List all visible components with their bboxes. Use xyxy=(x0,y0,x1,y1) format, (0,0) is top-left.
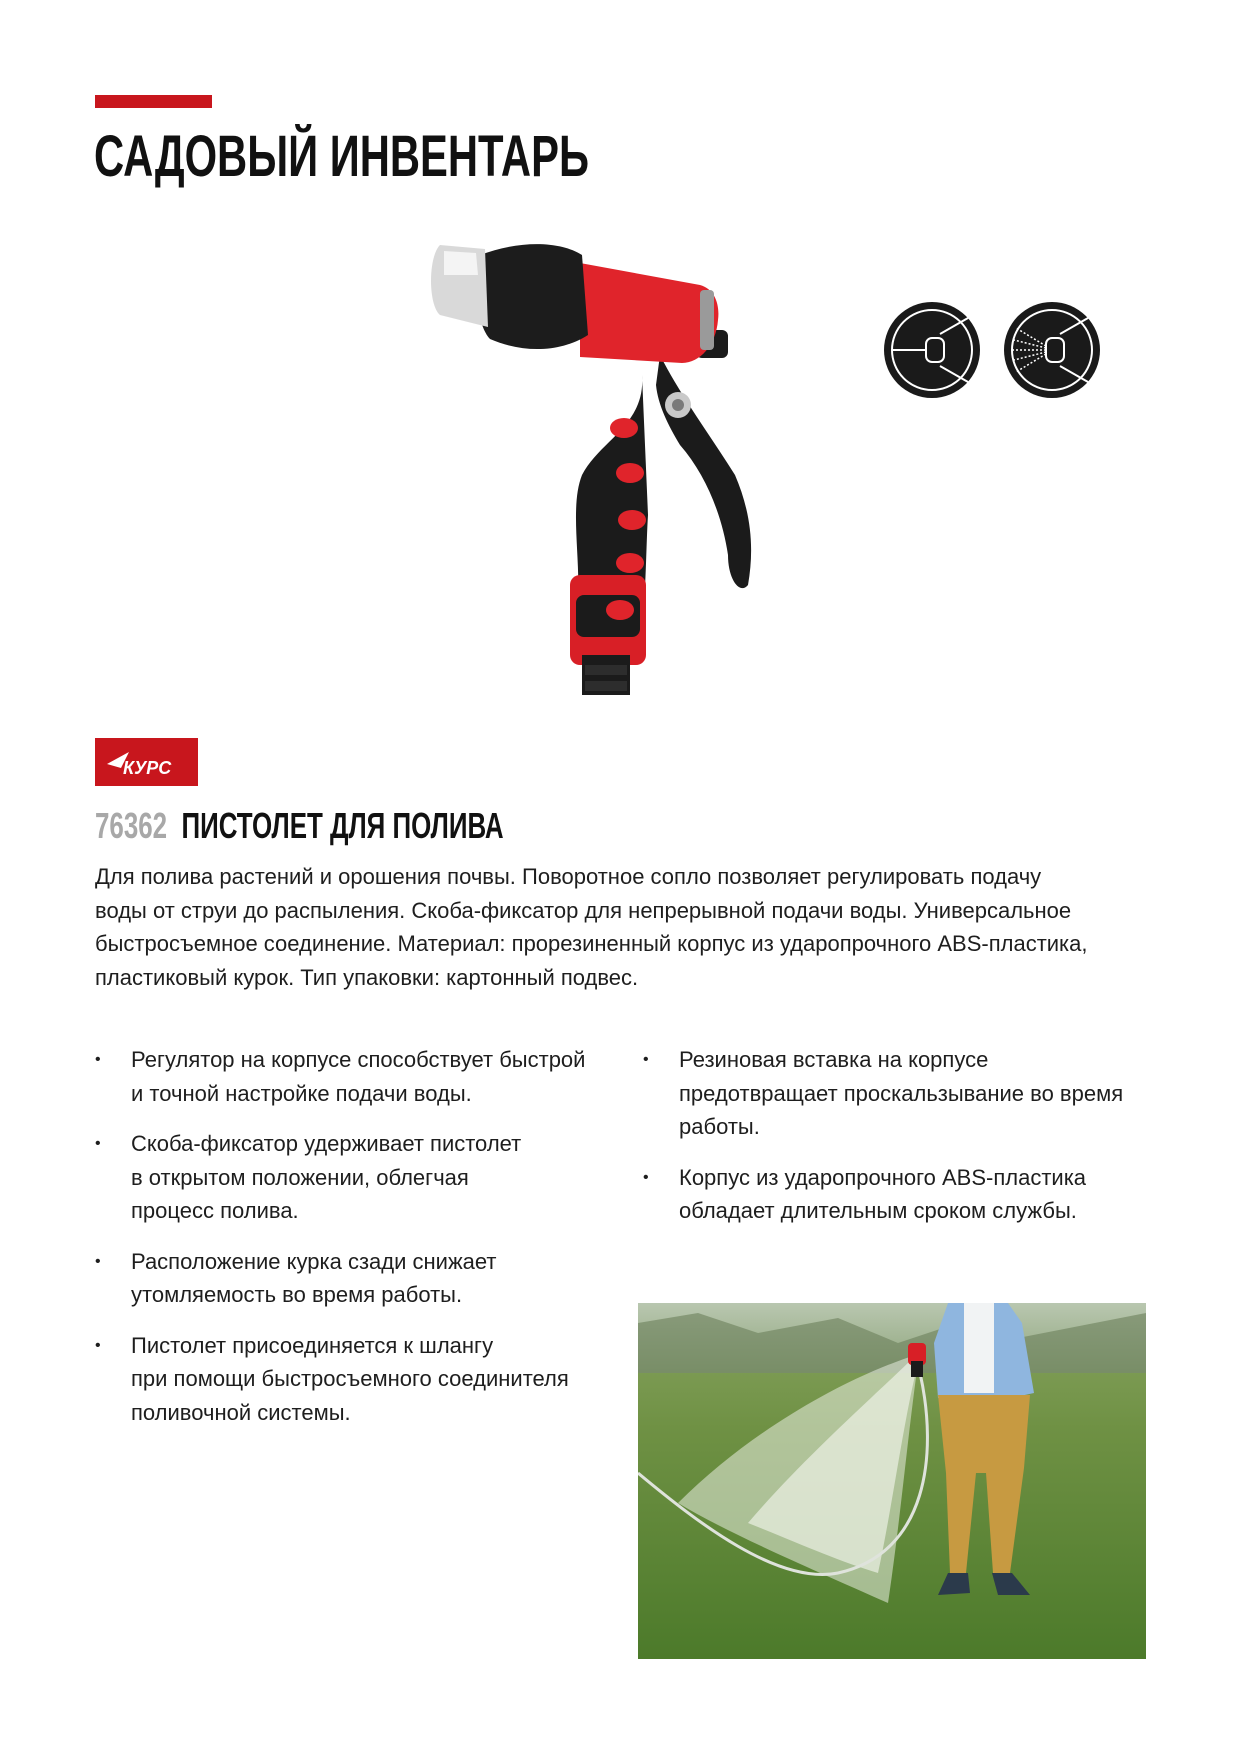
description-line: пластиковый курок. Тип упаковки: картонный подвес. xyxy=(95,964,639,990)
feature-line: и точной настройке подачи воды. xyxy=(131,1080,472,1106)
feature-line: Пистолет присоединяется к шлангу xyxy=(131,1332,494,1358)
page-title: САДОВЫЙ ИНВЕНТАРЬ xyxy=(94,124,589,189)
feature-item xyxy=(643,1043,1163,1144)
feature-line: Расположение курка сзади снижает xyxy=(131,1248,497,1274)
jet-mode-icon xyxy=(882,300,982,400)
feature-line: при помощи быстросъемного соединителя xyxy=(131,1366,569,1391)
feature-item xyxy=(643,1161,1163,1228)
bullet-icon: • xyxy=(95,1135,101,1152)
bullet-icon: • xyxy=(95,1252,101,1270)
bullet-icon: • xyxy=(95,1051,101,1068)
spray-gun-image xyxy=(410,235,830,745)
bullet-icon: • xyxy=(643,1051,649,1068)
feature-list-right xyxy=(643,1043,1163,1245)
feature-item xyxy=(95,1245,615,1312)
feature-line: Корпус из ударопрочного ABS-пластика xyxy=(679,1164,1087,1190)
product-heading xyxy=(95,803,504,849)
description-line: быстросъемное соединение. Материал: прорезиненный корпус из ударопрочного ABS-пластика, xyxy=(95,931,1088,956)
feature-line: предотвращает проскальзывание во время xyxy=(679,1080,1124,1106)
feature-line: поливочной системы. xyxy=(131,1399,351,1425)
description-line: воды от струи до распыления. Скоба-фиксатор для непрерывной подачи воды. Универсальное xyxy=(95,897,1072,923)
feature-line: утомляемость во время работы. xyxy=(131,1282,463,1307)
lifestyle-photo xyxy=(638,1303,1146,1659)
feature-item xyxy=(95,1127,615,1228)
feature-line: процесс полива. xyxy=(131,1198,299,1223)
section-accent-bar xyxy=(95,95,212,108)
feature-line: Резиновая вставка на корпусе xyxy=(679,1047,989,1072)
feature-list-left xyxy=(95,1043,615,1446)
bullet-icon: • xyxy=(643,1168,649,1186)
feature-line: в открытом положении, облегчая xyxy=(131,1164,469,1190)
product-sku: 76362 xyxy=(95,805,168,846)
product-name: ПИСТОЛЕТ ДЛЯ ПОЛИВА xyxy=(181,805,504,846)
bullet-icon: • xyxy=(95,1336,101,1354)
feature-line: Регулятор на корпусе способствует быстрой xyxy=(131,1047,586,1072)
description-line: Для полива растений и орошения почвы. Поворотное сопло позволяет регулировать подачу xyxy=(95,864,1042,889)
feature-line: работы. xyxy=(679,1114,760,1139)
brand-logo-text: КУРС xyxy=(123,758,172,778)
feature-item xyxy=(95,1043,615,1110)
spray-mode-icon xyxy=(1002,300,1102,400)
feature-line: обладает длительным сроком службы. xyxy=(679,1198,1077,1223)
feature-item xyxy=(95,1329,615,1430)
brand-logo xyxy=(95,738,198,786)
product-description xyxy=(95,860,1135,994)
feature-line: Скоба-фиксатор удерживает пистолет xyxy=(131,1131,522,1156)
